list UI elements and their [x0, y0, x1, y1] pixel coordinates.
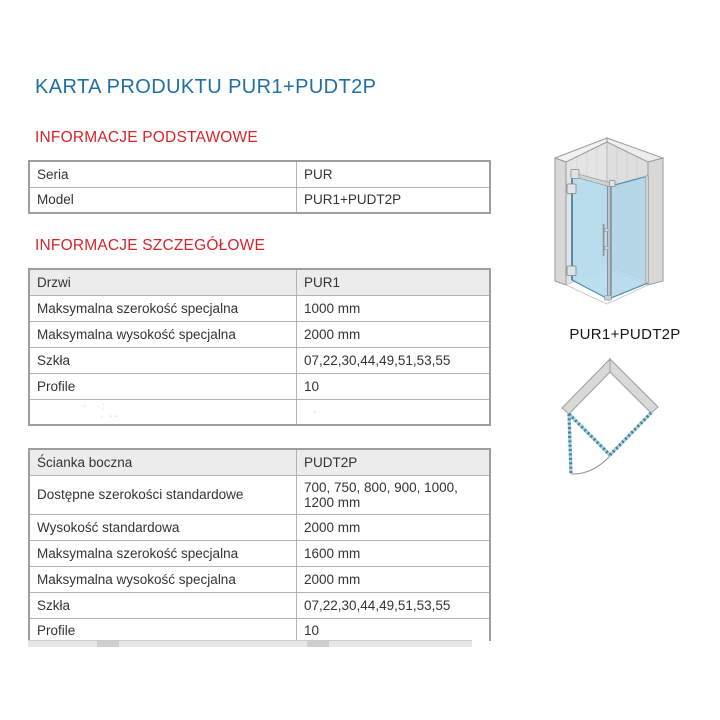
crop-artifact-bar: [28, 640, 472, 647]
crop-artifact-notch: [97, 641, 119, 647]
table-row: [29, 321, 490, 347]
erased-text-artifact: -: [313, 407, 318, 417]
page-title: KARTA PRODUKTU PUR1+PUDT2P: [35, 76, 377, 98]
row-value: 2000 mm: [297, 566, 491, 592]
row-value: 700, 750, 800, 900, 1000, 1200 mm: [297, 475, 491, 514]
row-value: 10: [297, 373, 491, 399]
plan-view-diagram: [545, 352, 705, 522]
section-heading-basic-info: INFORMACJE PODSTAWOWE: [35, 129, 258, 146]
isometric-shower-diagram: [545, 133, 705, 323]
row-value: 07,22,30,44,49,51,53,55: [297, 347, 491, 373]
table-row: [29, 475, 490, 514]
row-value: [297, 399, 491, 425]
table-row: [29, 373, 490, 399]
row-label: Szkła: [29, 592, 297, 618]
table-row: [29, 540, 490, 566]
erased-text-artifact: - ·:: [83, 401, 107, 411]
row-label: Maksymalna szerokość specjalna: [29, 295, 297, 321]
row-value: 10: [297, 618, 491, 641]
row-label: Szkła: [29, 347, 297, 373]
section-heading-detailed-info: INFORMACJE SZCZEGÓŁOWE: [35, 237, 266, 254]
side-wall-table: [28, 448, 491, 641]
table-row: [29, 187, 490, 213]
basic-info-table: [28, 160, 491, 214]
row-value: 1000 mm: [297, 295, 491, 321]
table-row: [29, 295, 490, 321]
row-value: PUR1+PUDT2P: [297, 187, 491, 213]
row-label: Profile: [29, 373, 297, 399]
row-value: 2000 mm: [297, 514, 491, 540]
header-label: Ścianka boczna: [29, 449, 297, 475]
row-label: Maksymalna szerokość specjalna: [29, 540, 297, 566]
header-value: PUDT2P: [297, 449, 491, 475]
row-value: PUR: [297, 161, 491, 187]
row-label: Maksymalna wysokość specjalna: [29, 566, 297, 592]
row-label: Seria: [29, 161, 297, 187]
table-row: [29, 618, 490, 641]
table-header-row: [29, 449, 490, 475]
table-header-row: [29, 269, 490, 295]
header-value: PUR1: [297, 269, 491, 295]
row-value: 07,22,30,44,49,51,53,55: [297, 592, 491, 618]
row-label: Wysokość standardowa: [29, 514, 297, 540]
figure-caption: PUR1+PUDT2P: [569, 326, 681, 343]
row-label: Maksymalna wysokość specjalna: [29, 321, 297, 347]
row-label: Dostępne szerokości standardowe: [29, 475, 297, 514]
row-label: [29, 399, 297, 425]
table-row: [29, 347, 490, 373]
table-row: [29, 592, 490, 618]
row-value: 1600 mm: [297, 540, 491, 566]
header-label: Drzwi: [29, 269, 297, 295]
row-label: Model: [29, 187, 297, 213]
row-label: Profile: [29, 618, 297, 641]
table-row: [29, 566, 490, 592]
table-row: [29, 514, 490, 540]
table-row: [29, 161, 490, 187]
row-value: 2000 mm: [297, 321, 491, 347]
erased-text-artifact: · --: [100, 411, 120, 421]
crop-artifact-notch: [307, 641, 329, 647]
